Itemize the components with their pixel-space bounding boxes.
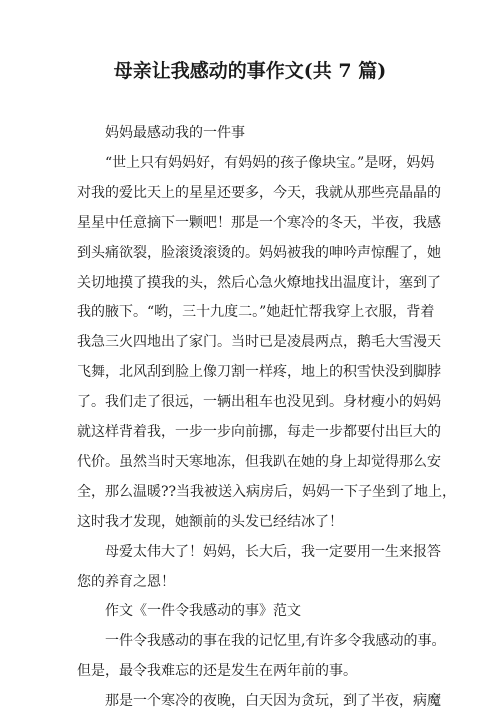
paragraph-line: “世上只有妈妈好，有妈妈的孩子像块宝。”是呀，妈妈 — [105, 154, 435, 171]
paragraph-line: 关切地摸了摸我的头，然后心急火燎地找出温度计，塞到了 — [77, 274, 441, 291]
paragraph-line: 了。我们走了很远，一辆出租车也没见到。身材瘦小的妈妈 — [77, 394, 441, 411]
paragraph-line: 我急三火四地出了家门。当时已是凌晨两点，鹅毛大雪漫天 — [77, 334, 441, 351]
paragraph-line: 到头痛欲裂，脸滚烫滚烫的。妈妈被我的呻吟声惊醒了，她 — [77, 244, 441, 261]
paragraph-line: 但是，最令我难忘的还是发生在两年前的事。 — [77, 663, 357, 680]
paragraph-line: 这时我才发现，她额前的头发已经结冰了！ — [77, 513, 343, 530]
paragraph-line: 飞舞，北风刮到脸上像刀割一样疼，地上的积雪快没到脚脖 — [77, 364, 441, 381]
paragraph-line: 母爱太伟大了！妈妈，长大后，我一定要用一生来报答 — [105, 543, 441, 560]
paragraph-line: 全，那么温暖??当我被送入病房后，妈妈一下子坐到了地上， — [77, 483, 457, 500]
document-title: 母亲让我感动的事作文(共 7 篇) — [113, 60, 387, 82]
paragraph-line: 星星中任意摘下一颗吧！那是一个寒冷的冬天，半夜，我感 — [77, 214, 441, 231]
paragraph-line: 我的腋下。“哟，三十九度二。”她赶忙帮我穿上衣服，背着 — [77, 304, 435, 321]
section-heading: 作文《一件令我感动的事》范文 — [105, 603, 301, 620]
section-heading: 妈妈最感动我的一件事 — [105, 125, 245, 141]
paragraph-line: 一件令我感动的事在我的记忆里,有许多令我感动的事。 — [105, 633, 446, 650]
paragraph-line: 您的养育之恩！ — [77, 573, 175, 590]
paragraph-line: 就这样背着我，一步一步向前挪，每走一步都要付出巨大的 — [77, 424, 441, 440]
paragraph-line: 对我的爱比天上的星星还要多，今天，我就从那些亮晶晶的 — [77, 184, 441, 201]
paragraph-line: 代价。虽然当时天寒地冻，但我趴在她的身上却觉得那么安 — [77, 453, 441, 470]
paragraph-line: 那是一个寒冷的夜晚，白天因为贪玩，到了半夜，病魔 — [105, 693, 441, 710]
